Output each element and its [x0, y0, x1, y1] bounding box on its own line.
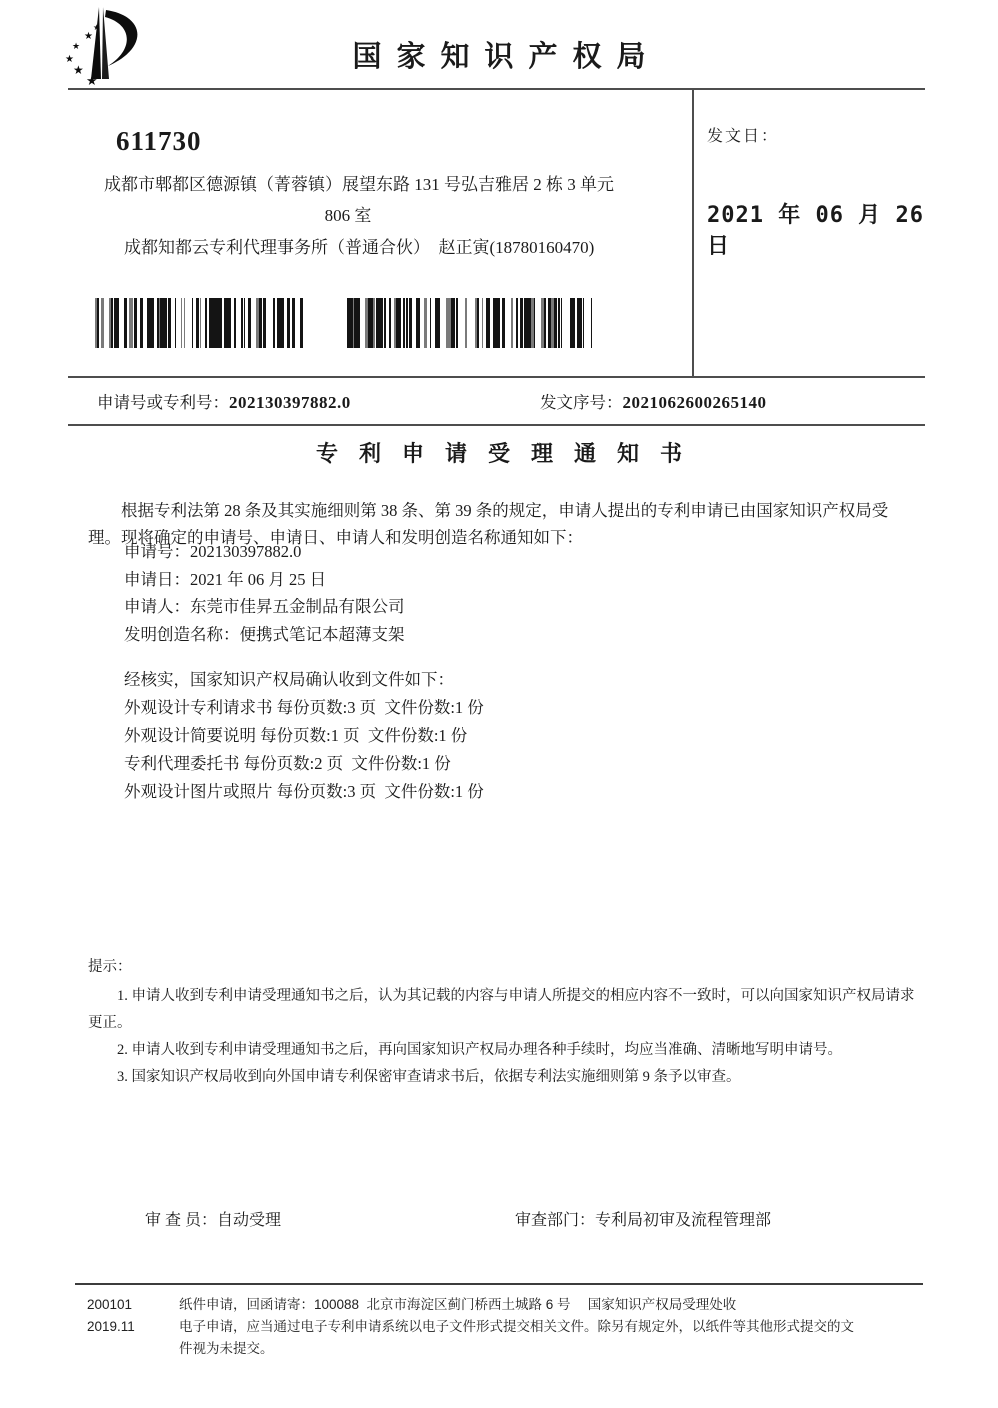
- serial-number-value: 2021062600265140: [622, 393, 767, 412]
- received-file-item: 外观设计图片或照片 每份页数:3 页 文件份数:1 份: [124, 782, 484, 801]
- form-version: 2019.11: [87, 1319, 135, 1334]
- received-file-item: 专利代理委托书 每份页数:2 页 文件份数:1 份: [124, 754, 451, 773]
- footer-paper-line: 纸件申请，回函请寄：100088 北京市海淀区蓟门桥西土城路 6 号 国家知识产权局受理处收: [179, 1297, 737, 1312]
- agency-title: 国家知识产权局: [352, 41, 661, 73]
- field-label: 申请人：: [124, 597, 190, 616]
- form-footer-text: [179, 1294, 923, 1360]
- department-label: 审查部门：: [515, 1212, 596, 1229]
- examiner-label: 审 查 员：: [145, 1212, 218, 1229]
- field-applicant: [124, 593, 405, 621]
- field-label: 发明创造名称：: [124, 624, 240, 644]
- form-code: 200101: [87, 1297, 133, 1312]
- received-intro: 经核实，国家知识产权局确认收到文件如下：: [124, 670, 454, 689]
- serial-number-field: [540, 389, 767, 413]
- field-value: 便携式笔记本超薄支架: [239, 624, 405, 644]
- application-number-value: 202130397882.0: [229, 393, 351, 412]
- field-value: 202130397882.0: [190, 542, 302, 561]
- form-footer: [75, 1283, 923, 1360]
- tips-section: [88, 954, 918, 1091]
- field-value: 东莞市佳昇五金制品有限公司: [190, 597, 405, 616]
- svg-text:★: ★: [86, 73, 98, 88]
- application-number-label: 申请号或专利号：: [97, 393, 229, 412]
- received-file-item: 外观设计简要说明 每份页数:1 页 文件份数:1 份: [124, 726, 468, 745]
- dispatch-date-value: 2021 年 06 月 26 日: [707, 203, 939, 259]
- notice-intro-paragraph: 根据专利法第 28 条及其实施细则第 38 条、第 39 条的规定，申请人提出的专利申请已由国家知识产权局受理。现将确定的申请号、申请日、申请人和发明创造名称通知如下：: [88, 500, 889, 547]
- department-field: [515, 1207, 771, 1230]
- barcode-serial-number: [347, 298, 592, 348]
- field-application-date: [124, 566, 405, 594]
- recipient-address-line-2: 806 室: [324, 206, 372, 225]
- svg-text:★: ★: [72, 41, 81, 51]
- tip-item-3: 3. 国家知识产权局收到向外国申请专利保密审查请求书后，依据专利法实施细则第 9 条予以审查。: [117, 1069, 741, 1085]
- svg-text:★: ★: [73, 63, 84, 77]
- svg-text:★: ★: [93, 23, 101, 32]
- serial-number-label: 发文序号：: [540, 393, 623, 412]
- application-number-field: [97, 389, 351, 413]
- barcode-application-number: [95, 298, 305, 348]
- svg-text:★: ★: [65, 54, 74, 65]
- field-label: 申请号：: [124, 542, 190, 561]
- dispatch-date-label: 发文日：: [707, 128, 780, 145]
- notice-title: 专利申请受理通知书: [315, 441, 703, 466]
- field-label: 申请日：: [124, 569, 190, 589]
- field-application-number: [124, 538, 405, 566]
- svg-text:★: ★: [84, 31, 93, 42]
- recipient-agent-line: 成都知都云专利代理事务所（普通合伙） 赵正寅(18780160470): [124, 238, 595, 257]
- recipient-postal-code: 611730: [116, 126, 202, 156]
- recipient-block: [68, 90, 692, 376]
- tips-heading: 提示：: [88, 959, 132, 975]
- tip-item-1: 1. 申请人收到专利申请受理通知书之后，认为其记载的内容与申请人所提交的相应内容不一致时，可以向国家知识产权局请求更正。: [88, 988, 915, 1031]
- form-code-column: [75, 1294, 179, 1360]
- tip-item-2: 2. 申请人收到专利申请受理通知书之后，再向国家知识产权局办理各种手续时，均应当准确、清晰地写明申请号。: [117, 1042, 842, 1058]
- recipient-address-line-1: 成都市郫都区德源镇（菁蓉镇）展望东路 131 号弘吉雅居 2 栋 3 单元: [104, 175, 614, 194]
- received-documents-block: [124, 666, 484, 806]
- field-value: 2021 年 06 月 25 日: [190, 569, 327, 589]
- field-invention-title: [124, 621, 405, 649]
- application-fields: [124, 538, 405, 648]
- barcode-row: [95, 298, 692, 348]
- department-value: 专利局初审及流程管理部: [595, 1212, 772, 1229]
- received-file-item: 外观设计专利请求书 每份页数:3 页 文件份数:1 份: [124, 698, 484, 717]
- signoff-row: [68, 1207, 925, 1237]
- dispatch-date-box: [692, 90, 939, 376]
- examiner-value: 自动受理: [217, 1212, 282, 1229]
- footer-electronic-line: 电子申请，应当通过电子专利申请系统以电子文件形式提交相关文件。除另有规定外，以纸件等其他形式提交的文件视为未提交。: [179, 1319, 854, 1356]
- reference-number-row: [68, 376, 925, 426]
- letterhead-box: [68, 88, 939, 378]
- examiner-field: [145, 1207, 281, 1230]
